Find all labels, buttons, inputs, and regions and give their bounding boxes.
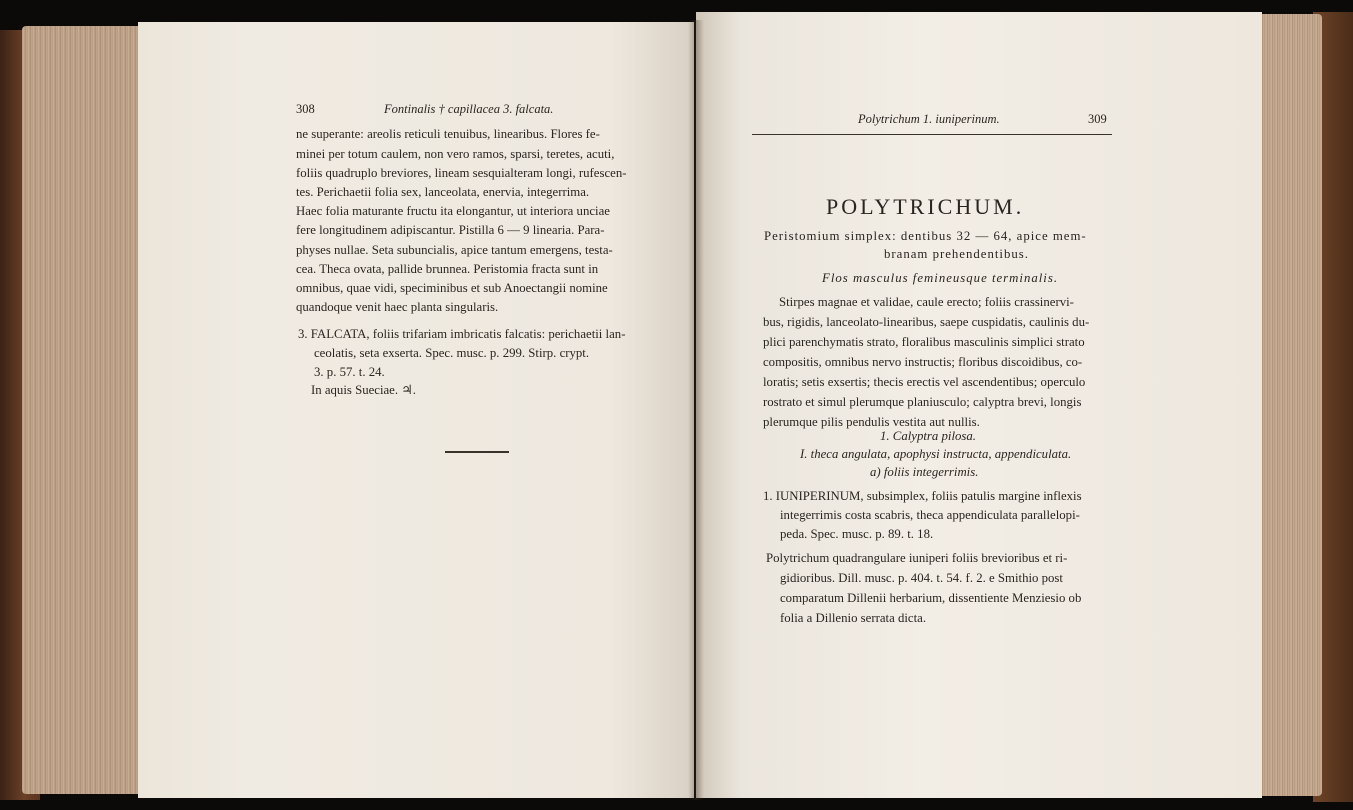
right-line: gidioribus. Dill. musc. p. 404. t. 54. f. 2. e Smithio post: [780, 571, 1063, 585]
left-line: minei per totum caulem, non vero ramos, sparsi, teretes, acuti,: [296, 147, 615, 161]
left-line: tes. Perichaetii folia sex, lanceolata, enervia, integerrima.: [296, 185, 590, 199]
right-page-number: 309: [1088, 112, 1107, 126]
right-line: rostrato et simul plerumque planiusculo; calyptra brevi, longis: [763, 395, 1082, 409]
right-line: bus, rigidis, lanceolato-linearibus, saepe cuspidatis, caulinis du-: [763, 315, 1090, 329]
left-line: physes nullae. Seta subuncialis, apice tantum emergens, testa-: [296, 243, 613, 257]
left-line: cea. Theca ovata, pallide brunnea. Peristomia fracta sunt in: [296, 262, 599, 276]
right-line: branam prehendentibus.: [884, 247, 1029, 261]
right-line: integerrimis costa scabris, theca appendiculata parallelopi-: [780, 508, 1080, 522]
right-line: a) foliis integerrimis.: [870, 465, 979, 479]
right-line: compositis, omnibus nervo instructis; floribus discoidibus, co-: [763, 355, 1083, 369]
right-line: plerumque pilis pendulis vestita aut nullis.: [763, 415, 980, 429]
right-line: Peristomium simplex: dentibus 32 — 64, apice mem-: [764, 229, 1087, 243]
header-rule: [752, 134, 1112, 135]
page-edges-left: [22, 26, 142, 794]
right-line: Polytrichum quadrangulare iuniperi foliis brevioribus et ri-: [766, 551, 1068, 565]
left-line: 3. p. 57. t. 24.: [314, 365, 385, 379]
left-line: quandoque venit haec planta singularis.: [296, 300, 499, 314]
right-line: peda. Spec. musc. p. 89. t. 18.: [780, 527, 934, 541]
right-line: folia a Dillenio serrata dicta.: [780, 611, 927, 625]
right-line: 1. Calyptra pilosa.: [880, 429, 976, 443]
section-title: POLYTRICHUM.: [826, 194, 1025, 219]
left-running-head: Fontinalis † capillacea 3. falcata.: [384, 102, 554, 116]
right-line: 1. IUNIPERINUM, subsimplex, foliis patulis margine inflexis: [763, 489, 1082, 503]
left-page-number: 308: [296, 102, 315, 116]
right-line: Flos masculus femineusque terminalis.: [822, 271, 1059, 285]
left-line: ne superante: areolis reticuli tenuibus, linearibus. Flores fe-: [296, 127, 600, 141]
left-line: 3. FALCATA, foliis trifariam imbricatis falcatis: perichaetii lan-: [298, 327, 626, 341]
right-line: comparatum Dillenii herbarium, dissentiente Menziesio ob: [780, 591, 1082, 605]
left-line: foliis quadruplo breviores, lineam sesquialteram longi, rufescen-: [296, 166, 627, 180]
left-line: ceolatis, seta exserta. Spec. musc. p. 299. Stirp. crypt.: [314, 346, 590, 360]
left-line: omnibus, quae vidi, speciminibus et sub Anoectangii nomine: [296, 281, 608, 295]
page-edges-right: [1258, 14, 1322, 796]
left-line: In aquis Sueciae. ♃.: [311, 383, 416, 397]
right-line: plici parenchymatis strato, floralibus masculinis simplici strato: [763, 335, 1085, 349]
right-line: loratis; setis exsertis; thecis erectis vel ascendentibus; operculo: [763, 375, 1086, 389]
right-line: I. theca angulata, apophysi instructa, appendiculata.: [800, 447, 1072, 461]
book-gutter: [688, 20, 704, 800]
right-line: Stirpes magnae et validae, caule erecto; foliis crassinervi-: [779, 295, 1074, 309]
left-line: Haec folia maturante fructu ita elongantur, ut interiora unciae: [296, 204, 610, 218]
right-running-head: Polytrichum 1. iuniperinum.: [858, 112, 1000, 126]
left-line: fere longitudinem adipiscantur. Pistilla 6 — 9 linearia. Para-: [296, 223, 605, 237]
end-rule: [445, 451, 509, 453]
